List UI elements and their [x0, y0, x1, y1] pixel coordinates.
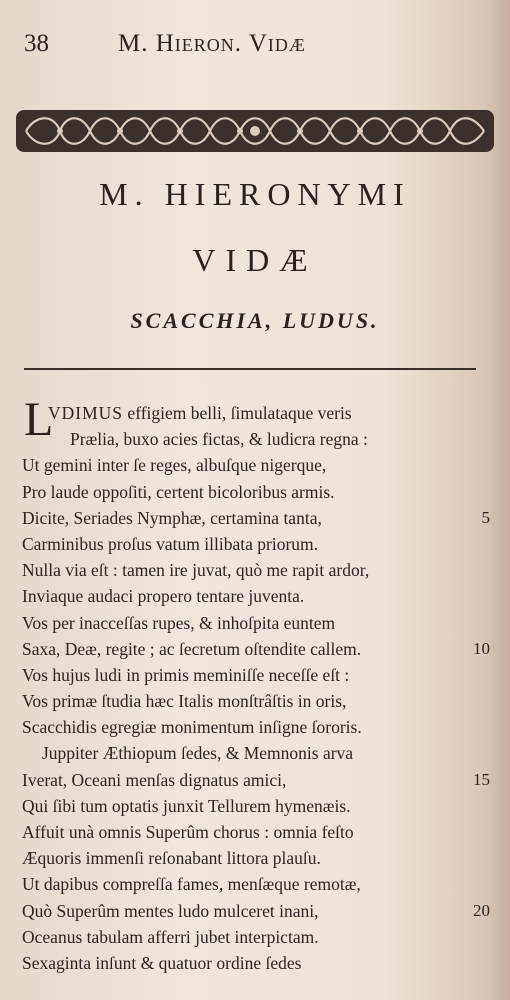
line-text: Vos primæ ſtudia hæc Italis monſtrâſtis in oris,	[22, 691, 347, 712]
line-text: Vos hujus ludi in primis meminiſſe neceſſe eſt :	[22, 664, 350, 685]
poem-line	[22, 793, 492, 819]
title-author: M. HIERONYMI	[99, 176, 411, 212]
poem-line	[22, 557, 492, 583]
line-lead: VDIMUS	[48, 403, 124, 423]
line-text: effigiem belli, ſimulataque veris	[123, 403, 352, 423]
line-number: 20	[473, 900, 490, 920]
line-text: Iverat, Oceani menſas dignatus amici,	[22, 769, 287, 790]
poem-line	[22, 531, 492, 557]
poem-line	[22, 924, 492, 950]
poem-line	[22, 950, 492, 976]
decorative-ornament-band	[16, 108, 494, 154]
line-text: Qui ſibi tum optatis junxit Tellurem hymenæis.	[22, 795, 351, 816]
poem-line	[22, 662, 492, 688]
running-head: M. Hieron. Vidæ	[118, 30, 306, 57]
line-number: 5	[481, 507, 490, 527]
poem-line	[22, 767, 492, 793]
poem-line	[22, 426, 492, 452]
poem-line	[22, 714, 492, 740]
poem-line	[22, 740, 492, 766]
poem-text	[22, 393, 492, 976]
poem-line	[22, 583, 492, 609]
line-number: 15	[473, 769, 490, 789]
line-text: Pro laude oppoſiti, certent bicoloribus armis.	[22, 481, 335, 502]
line-text: Scacchidis egregiæ monimentum inſigne ſororis.	[22, 717, 362, 738]
line-text: Ut gemini inter ſe reges, albuſque nigerque,	[22, 455, 327, 476]
line-number: 10	[473, 638, 490, 658]
poem-line	[22, 479, 492, 505]
page-number: 38	[24, 30, 49, 57]
line-text: Nulla via eſt : tamen ire juvat, quò me rapit ardor,	[22, 560, 370, 581]
line-text: Juppiter Æthiopum ſedes, & Memnonis arva	[42, 743, 354, 764]
line-text: Ut dapibus compreſſa fames, menſæque remotæ,	[22, 874, 361, 895]
line-text: Prælia, buxo acies fictas, & ludicra regna :	[70, 429, 368, 450]
poem-line	[22, 688, 492, 714]
poem-line	[22, 845, 492, 871]
line-text: Dicite, Seriades Nymphæ, certamina tanta,	[22, 507, 322, 528]
line-text: Inviaque audaci propero tentare juventa.	[22, 586, 305, 607]
title-name: VIDÆ	[192, 242, 318, 278]
title-rule	[24, 368, 476, 370]
line-text: Sexaginta inſunt & quatuor ordine ſedes	[22, 952, 302, 973]
poem-line	[22, 452, 492, 478]
line-text: Vos per inacceſſas rupes, & inhoſpita euntem	[22, 612, 336, 633]
drop-cap: L	[24, 393, 54, 446]
line-text: Æquoris immenſi reſonabant littora plauſu.	[22, 848, 321, 869]
page-header	[0, 28, 510, 68]
line-text: Oceanus tabulam afferri jubet interpictam.	[22, 926, 319, 947]
poem-line	[22, 636, 492, 662]
poem-line	[22, 898, 492, 924]
poem-line	[22, 505, 492, 531]
line-text: Carminibus proſus vatum illibata priorum.	[22, 533, 319, 554]
poem-line	[22, 871, 492, 897]
poem-line	[22, 610, 492, 636]
title-subtitle: SCACCHIA, LUDUS.	[130, 308, 380, 333]
line-text: Quò Superûm mentes ludo mulceret inani,	[22, 900, 319, 921]
line-text: Saxa, Deæ, regite ; ac ſecretum oſtendite callem.	[22, 638, 362, 659]
line-text: Affuit unà omnis Superûm chorus : omnia feſto	[22, 822, 354, 842]
poem-line	[22, 819, 492, 845]
